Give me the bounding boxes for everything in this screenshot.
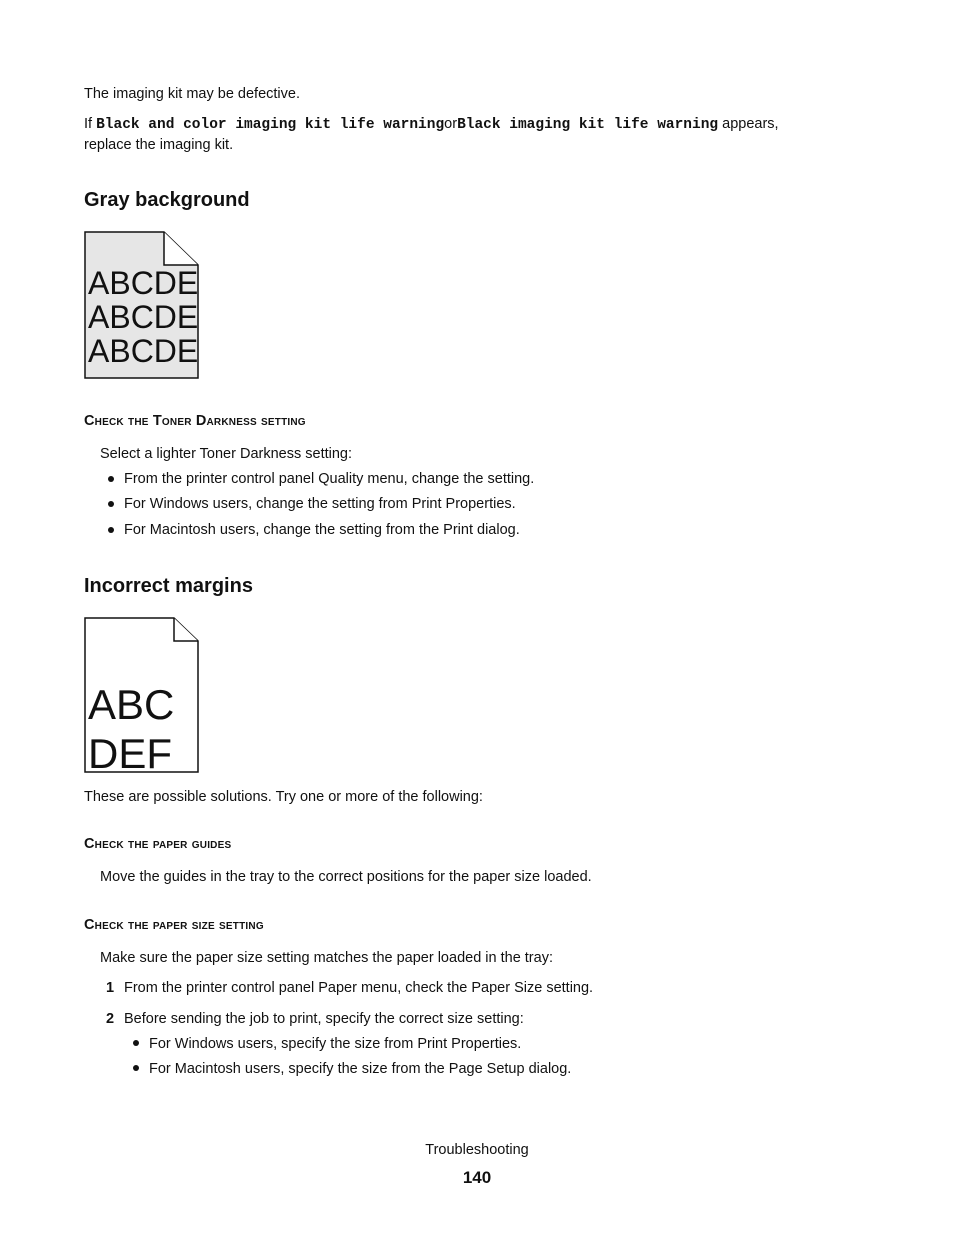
bullet-icon	[133, 1040, 139, 1046]
paper-size-lead: Make sure the paper size setting matches the paper loaded in the tray:	[100, 950, 553, 966]
warning-code-2: Black imaging kit life warning	[457, 117, 719, 133]
subheading-paper-size: Check the paper size setting	[84, 917, 264, 933]
bullet-icon	[108, 527, 114, 533]
illustration-text-line: ABCDE	[88, 299, 199, 335]
toner-lead: Select a lighter Toner Darkness setting:	[100, 446, 353, 462]
page-number: 140	[462, 1168, 492, 1187]
bullet-icon	[108, 501, 114, 507]
intro-mid: or	[444, 116, 458, 132]
footer-section-label: Troubleshooting	[425, 1142, 529, 1158]
intro-line-3: replace the imaging kit.	[84, 137, 234, 153]
list-item: For Windows users, change the setting from Print Properties.	[124, 496, 516, 512]
section-heading-incorrect-margins: Incorrect margins	[84, 575, 253, 597]
subheading-toner-darkness: Check the Toner Darkness setting	[84, 413, 306, 429]
bullet-icon	[133, 1065, 139, 1071]
intro-prefix: If	[84, 116, 93, 132]
list-item: From the printer control panel Quality menu, change the setting.	[124, 471, 535, 487]
step-text: From the printer control panel Paper menu, check the Paper Size setting.	[124, 980, 594, 996]
illustration-text-line: DEF	[88, 730, 172, 775]
margins-intro: These are possible solutions. Try one or more of the following:	[84, 789, 483, 805]
step-text: Before sending the job to print, specify the correct size setting:	[124, 1011, 524, 1027]
illustration-text-line: ABCDE	[88, 265, 199, 301]
section-heading-gray-background: Gray background	[84, 189, 250, 211]
paper-guides-text: Move the guides in the tray to the correct positions for the paper size loaded.	[100, 869, 592, 885]
step-number: 2	[106, 1011, 115, 1027]
illustration-text-line: ABCDE	[88, 333, 199, 369]
incorrect-margins-illustration	[84, 617, 200, 775]
intro-line-1: The imaging kit may be defective.	[84, 86, 300, 102]
list-item: For Windows users, specify the size from Print Properties.	[149, 1036, 522, 1052]
illustration-text-line: ABC	[88, 681, 175, 728]
intro-suffix: appears,	[722, 116, 779, 132]
intro-line-2	[84, 116, 779, 133]
subheading-paper-guides: Check the paper guides	[84, 836, 232, 852]
bullet-icon	[108, 476, 114, 482]
warning-code-1: Black and color imaging kit life warning	[96, 117, 445, 133]
gray-background-illustration	[84, 231, 200, 380]
list-item: For Macintosh users, change the setting from the Print dialog.	[124, 522, 520, 538]
list-item: For Macintosh users, specify the size from the Page Setup dialog.	[149, 1061, 572, 1077]
step-number: 1	[106, 980, 115, 996]
